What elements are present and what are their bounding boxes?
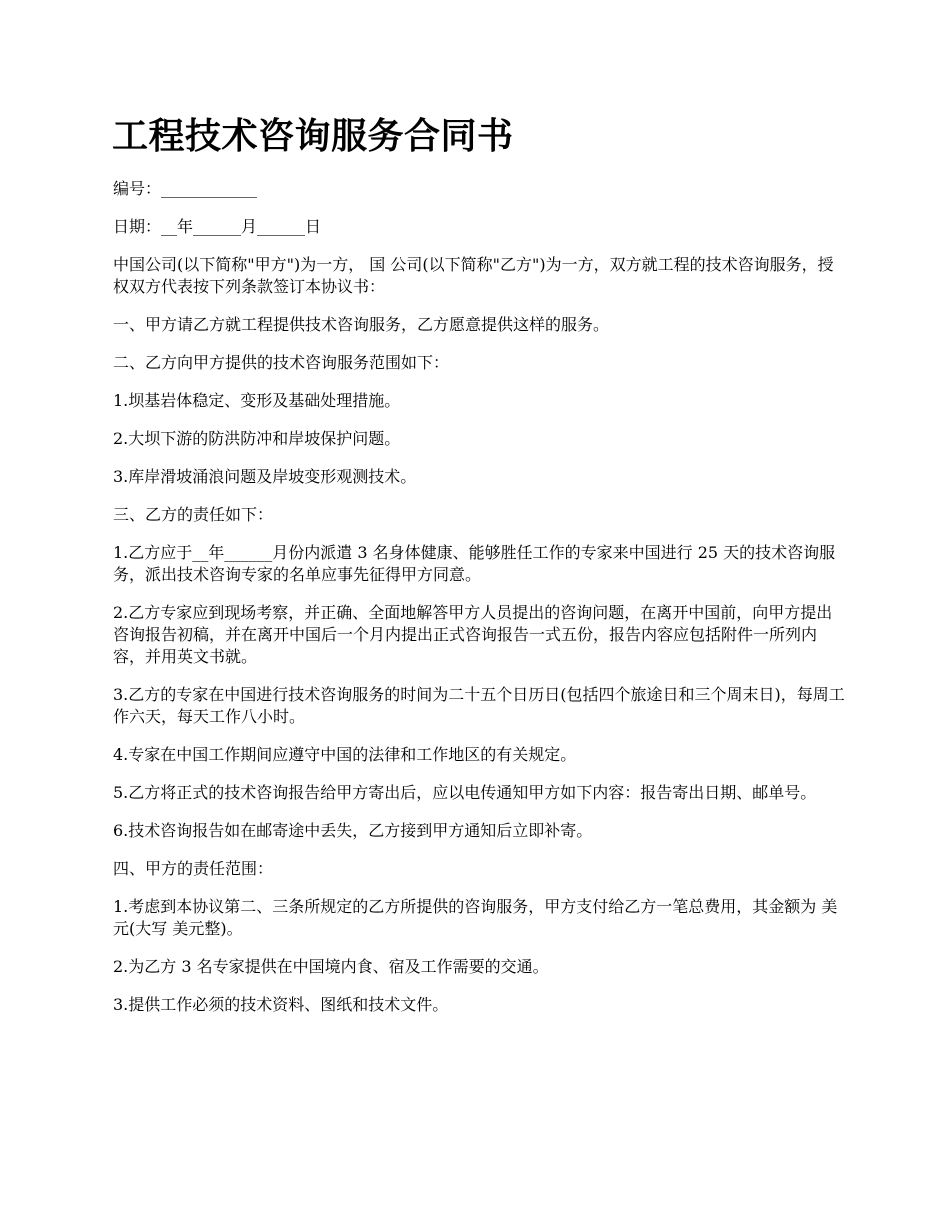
section-4-heading: 四、甲方的责任范围： [113, 859, 274, 878]
contract-date-line: 日期：__年______月______日 [113, 217, 322, 236]
document-body [113, 178, 848, 1032]
section-2-item-3: 3.库岸滑坡涌浪问题及岸坡变形观测技术。 [113, 467, 417, 486]
section-3-item-6: 6.技术咨询报告如在邮寄途中丢失，乙方接到甲方通知后立即补寄。 [113, 821, 593, 840]
section-3-item-2: 2.乙方专家应到现场考察，并正确、全面地解答甲方人员提出的咨询问题，在离开中国前，向甲方提出咨询报告初稿，并在离开中国后一个月内提出正式咨询报告一式五份，报告内容应包括附件一所列内容，并用英文书就。 [113, 603, 833, 666]
section-1-paragraph: 一、甲方请乙方就工程提供技术咨询服务，乙方愿意提供这样的服务。 [113, 315, 610, 334]
contract-number-line: 编号：____________ [113, 179, 258, 198]
section-3-item-1: 1.乙方应于__年______月份内派遣 3 名身体健康、能够胜任工作的专家来中国进行 25 天的技术咨询服务，派出技术咨询专家的名单应事先征得甲方同意。 [113, 543, 836, 584]
section-3-item-3: 3.乙方的专家在中国进行技术咨询服务的时间为二十五个日历日(包括四个旅途日和三个周末日)，每周工作六天，每天工作八小时。 [113, 685, 845, 726]
section-4-item-2: 2.为乙方 3 名专家提供在中国境内食、宿及工作需要的交通。 [113, 957, 549, 976]
section-3-item-4: 4.专家在中国工作期间应遵守中国的法律和工作地区的有关规定。 [113, 745, 577, 764]
section-2-heading: 二、乙方向甲方提供的技术咨询服务范围如下： [113, 353, 450, 372]
section-4-item-3: 3.提供工作必须的技术资料、图纸和技术文件。 [113, 995, 449, 1014]
section-2-item-1: 1.坝基岩体稳定、变形及基础处理措施。 [113, 391, 401, 410]
section-2-item-2: 2.大坝下游的防洪防冲和岸坡保护问题。 [113, 429, 401, 448]
section-4-item-1: 1.考虑到本协议第二、三条所规定的乙方所提供的咨询服务，甲方支付给乙方一笔总费用，其金额为 美元(大写 美元整)。 [113, 897, 838, 938]
preamble-paragraph: 中国公司(以下简称"甲方")为一方， 国 公司(以下简称"乙方")为一方，双方就工程的技术咨询服务，授权双方代表按下列条款签订本协议书： [113, 255, 834, 296]
section-3-item-5: 5.乙方将正式的技术咨询报告给甲方寄出后，应以电传通知甲方如下内容：报告寄出日期、邮单号。 [113, 783, 817, 802]
section-3-heading: 三、乙方的责任如下： [113, 505, 274, 524]
document-title: 工程技术咨询服务合同书 [112, 115, 514, 157]
